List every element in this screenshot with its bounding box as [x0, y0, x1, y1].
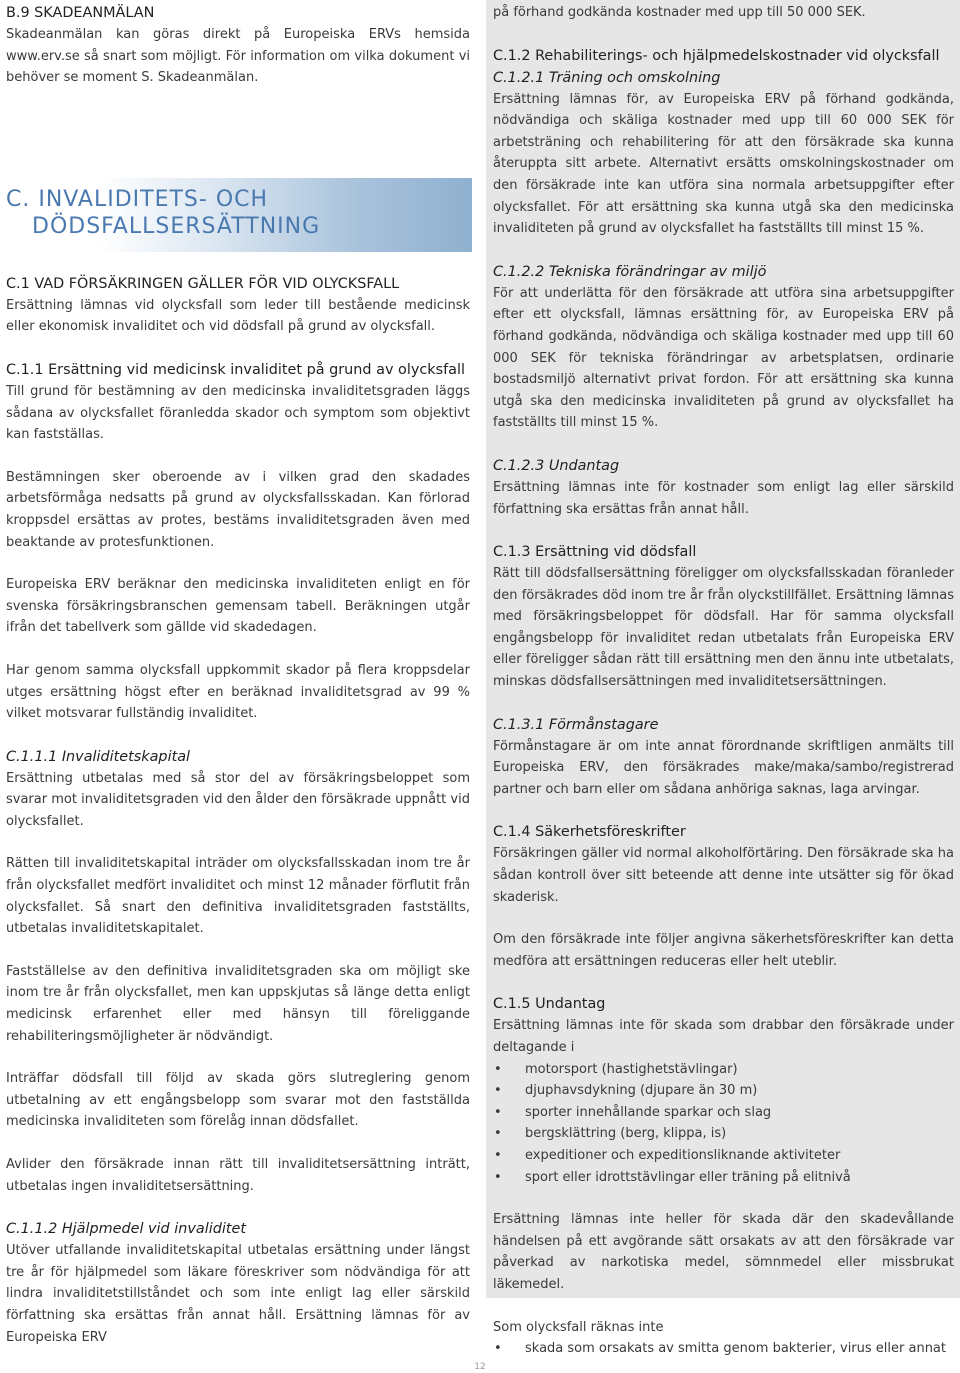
left-column [0, 0, 480, 1348]
section-c122-text: För att underlätta för den försäkrade att utföra sina arbetsuppgifter efter ett olycksfall, lämnas ersättning för, av Europeiska ERV på förhand godkända, nödvändiga och skäliga kostnader med upp till 60 000 SEK för tekniska förändringar av arbetsplatsen, ordinarie bostadsmiljö alternativt privat fordon. För att ersättning ska kunna utgå ska den medicinska invaliditeten på grund av olycksfallet ha fastställts till minst 15 %. [493, 285, 954, 431]
section-c1-heading: C.1 VAD FÖRSÄKRINGEN GÄLLER FÖR VID OLYCKSFALL [6, 275, 400, 292]
section-c11-para-2: Bestämningen sker oberoende av i vilken grad den skadades arbetsförmåga nedsatts på grund av olycksfallsskadan. Kan förlorad kroppsdel ersättas av protes, bestäms invaliditetsgraden även med beaktande av protesfunktionen. [6, 469, 470, 550]
section-c112-text: Utöver utfallande invaliditetskapital utbetalas ersättning under längst tre år för hjälpmedel som läkare föreskriver som nödvändiga för att lindra invaliditetstillståndet och som inte enligt lag eller särskild författning ska ersättas från annat håll. Ersättning lämnas för av Europeiska ERV [6, 1243, 470, 1345]
not-accident-list [493, 1338, 954, 1360]
section-c122-heading: C.1.2.2 Tekniska förändringar av miljö [493, 263, 767, 280]
list-item: • bergsklättring (berg, klippa, is) [493, 1123, 954, 1145]
section-c131-heading: C.1.3.1 Förmånstagare [493, 716, 659, 733]
chapter-banner [6, 178, 472, 252]
section-c112-heading: C.1.1.2 Hjälpmedel vid invaliditet [6, 1221, 246, 1238]
section-c11-para-1: Till grund för bestämning av den medicinska invaliditetsgraden läggs sådana av olycksfallet föranledda skador och symptom som objektivt kan fastställas. [6, 383, 470, 443]
chapter-title-line1: C. INVALIDITETS- OCH [6, 186, 269, 212]
section-c13-text: Rätt till dödsfallsersättning föreligger om olycksfallsskadan föranleder den försäkrades död inom tre år från olyckstillfället. Ersättning lämnas med försäkringsbeloppet för dödsfall. Har för samma olycksfall engångsbelopp för invaliditet redan utbetalats från Europeiska ERV eller föreligger sådan rätt till ersättning men den ännu inte utbetalats, minskas dödsfallsersättningen med invaliditetsersättningen. [493, 566, 954, 690]
list-item: • djuphavsdykning (djupare än 30 m) [493, 1080, 954, 1102]
chapter-title-line2: DÖDSFALLSERSÄTTNING [32, 213, 321, 239]
section-c11-heading: C.1.1 Ersättning vid medicinsk invaliditet på grund av olycksfall [6, 361, 465, 378]
section-c15-heading: C.1.5 Undantag [493, 996, 606, 1013]
section-c111-para-3: Fastställelse av den definitiva invaliditetsgraden ska om möjligt ske inom tre år från olycksfallet, men kan uppskjutas så länge detta enligt medicinsk erfarenhet eller med hänsyn till föreliggande rehabiliteringsmöjligheter är nödvändigt. [6, 963, 470, 1044]
section-c15-text3: Som olycksfall räknas inte [493, 1319, 664, 1335]
section-c13-heading: C.1.3 Ersättning vid dödsfall [493, 544, 697, 561]
section-c123-text: Ersättning lämnas inte för kostnader som enligt lag eller särskild författning ska ersättas från annat håll. [493, 479, 954, 517]
section-c15-text2: Ersättning lämnas inte heller för skada där den skadevållande händelsen på ett avgörande sätt orsakats av att den försäkrade var påverkad av narkotiska medel, sömnmedel eller missbrukat läkemedel. [493, 1212, 954, 1292]
list-item: • sporter innehållande sparkar och slag [493, 1102, 954, 1124]
section-c111-para-2: Rätten till invaliditetskapital inträder om olycksfallsskadan inom tre år från olycksfallet medfört invaliditet och minst 12 månader förflutit från olycksfallet. Så snart den definitiva invaliditetsgraden fastställts, utbetalas invaliditetskapitalet. [6, 856, 470, 937]
exclusions-list [493, 1059, 954, 1189]
section-c14-para-2: Om den försäkrade inte följer angivna säkerhetsföreskrifter kan detta medföra att ersättningen reduceras eller helt uteblir. [493, 932, 954, 969]
section-c12-heading: C.1.2 Rehabiliterings- och hjälpmedelskostnader vid olycksfall [493, 47, 940, 64]
section-c111-para-5: Avlider den försäkrade innan rätt till invaliditetsersättning inträtt, utbetalas ingen invaliditetsersättning. [6, 1157, 470, 1194]
section-c123-heading: C.1.2.3 Undantag [493, 457, 620, 474]
section-c111-heading: C.1.1.1 Invaliditetskapital [6, 748, 191, 765]
list-item: • expeditioner och expeditionsliknande aktiviteter [493, 1145, 954, 1167]
section-c111-para-4: Inträffar dödsfall till följd av skada görs slutreglering genom utbetalning av ett engångsbelopp som svarar mot den fastställda medicinska invaliditeten som förelåg innan dödsfallet. [6, 1071, 470, 1130]
section-c14-heading: C.1.4 Säkerhetsföreskrifter [493, 824, 686, 841]
section-c11-para-4: Har genom samma olycksfall uppkommit skador på flera kroppsdelar utges ersättning högst efter en beräknad invaliditetsgrad av 99 % vilket motsvarar fullständig invaliditet. [6, 662, 470, 722]
chapter-title [6, 186, 320, 240]
section-b9-text: Skadeanmälan kan göras direkt på Europeiska ERVs hemsida www.erv.se så snart som möjligt. För information om vilka dokument vi behöver se moment S. Skadeanmälan. [6, 27, 470, 86]
list-item: • skada som orsakats av smitta genom bakterier, virus eller annat [493, 1338, 954, 1360]
right-column [486, 0, 960, 1357]
section-c111-para-1: Ersättning utbetalas med så stor del av försäkringsbeloppet som svarar mot invaliditetsgraden vid den ålder den försäkrade uppnått vid olycksfallet. [6, 770, 470, 829]
section-c131-text: Förmånstagare är om inte annat förordnande skriftligen anmälts till Europeiska ERV, den försäkrades make/maka/sambo/registrerad partner och barn eller om sådana anhöriga saknas, laga arvingar. [493, 738, 954, 797]
section-c121-text: Ersättning lämnas för, av Europeiska ERV på förhand godkända, nödvändiga och skäliga kostnader med upp till 60 000 SEK för arbetsträning och rehabilitering för att den försäkrade ska kunna återuppta sitt arbete. Alternativt ersätts omskolningskostnader om den försäkrade inte kan utföra sina normala arbetsuppgifter efter olycksfallet. För att ersättning ska kunna utgå ska den medicinska invaliditeten på grund av olycksfallet ha fastställts till minst 15 %. [493, 91, 954, 237]
continuation-text: på förhand godkända kostnader med upp till 50 000 SEK. [493, 5, 866, 20]
section-c1-text: Ersättning lämnas vid olycksfall som leder till bestående medicinsk eller ekonomisk invaliditet och vid dödsfall på grund av olycksfall. [6, 297, 470, 335]
section-c15-intro: Ersättning lämnas inte för skada som drabbar den försäkrade under deltagande i [493, 1018, 954, 1055]
section-c14-para-1: Försäkringen gäller vid normal alkoholförtäring. Den försäkrade ska ha sådan kontroll över sitt beteende att denne inte utsätter sig för ökad skaderisk. [493, 846, 954, 905]
section-b9-heading: B.9 SKADEANMÄLAN [6, 5, 155, 21]
page-number: 12 [474, 1362, 486, 1372]
list-item: • motorsport (hastighetstävlingar) [493, 1059, 954, 1081]
section-c11-para-3: Europeiska ERV beräknar den medicinska invaliditeten enligt en för svenska försäkringsbranschen gemensam tabell. Beräkningen utgår ifrån det tabellverk som gällde vid skadedagen. [6, 577, 470, 636]
list-item: • sport eller idrottstävlingar eller träning på elitnivå [493, 1167, 954, 1189]
section-c121-heading: C.1.2.1 Träning och omskolning [493, 69, 721, 86]
